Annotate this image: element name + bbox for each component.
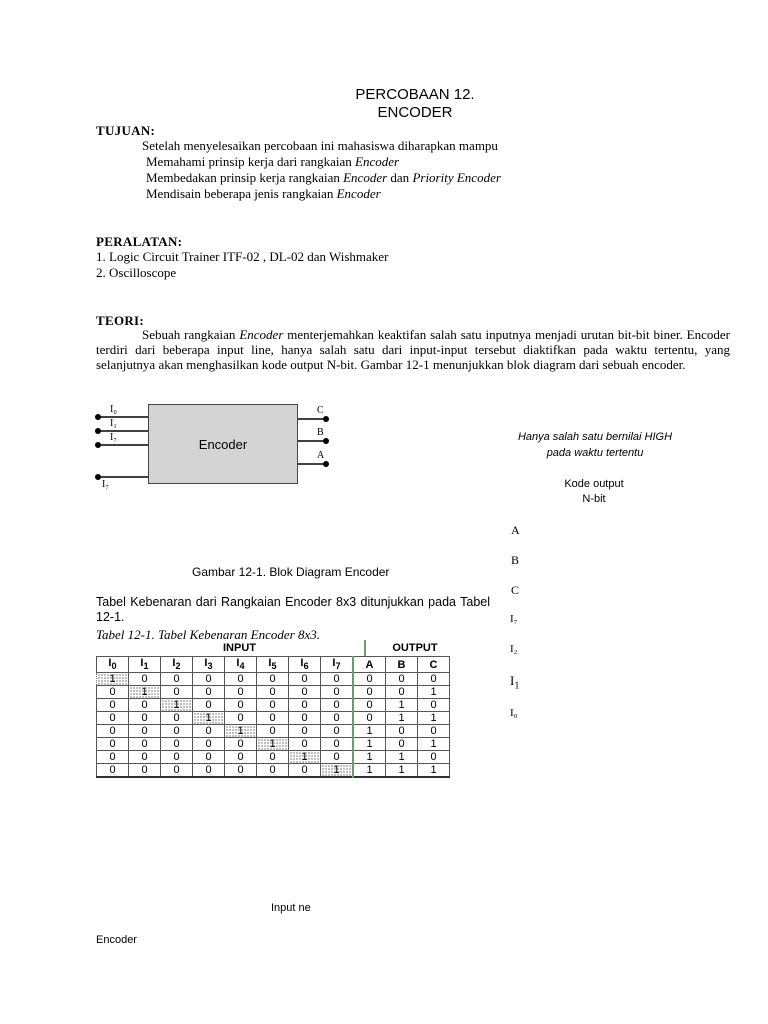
table-cell: 0	[161, 725, 193, 738]
table-cell: 1	[257, 738, 289, 751]
table-cell: 1	[386, 699, 418, 712]
table-cell: 1	[321, 764, 354, 778]
table-cell: 0	[193, 764, 225, 778]
table-cell: 0	[321, 738, 354, 751]
table-cell: 0	[321, 751, 354, 764]
table-cell: 0	[353, 699, 386, 712]
teori-heading: TEORI:	[96, 313, 145, 328]
peralatan-item-1: 1. Logic Circuit Trainer ITF-02 , DL-02 dan Wishmaker	[96, 249, 389, 264]
header-b: B	[386, 657, 418, 673]
input-label-i1: I₁	[110, 418, 117, 429]
table-cell: 0	[97, 686, 129, 699]
table-cell: 0	[129, 751, 161, 764]
table-cell: 1	[418, 764, 450, 778]
table-cell: 1	[386, 751, 418, 764]
header-i6: $I_6$	[289, 657, 321, 673]
table-output-label: OUTPUT	[392, 642, 438, 654]
table-cell: 0	[129, 725, 161, 738]
table-row	[97, 764, 450, 778]
page-title-line2: ENCODER	[377, 104, 453, 121]
side-label-i7: I₇	[510, 613, 518, 625]
table-cell: 0	[418, 673, 450, 686]
table-cell: 0	[321, 699, 354, 712]
input-label-in: I₇	[102, 479, 109, 490]
table-cell: 0	[161, 673, 193, 686]
table-cell: 0	[418, 751, 450, 764]
peralatan-heading: PERALATAN:	[96, 234, 183, 249]
table-cell: 0	[97, 751, 129, 764]
table-cell: 0	[161, 738, 193, 751]
kode-output-line2: N-bit	[582, 493, 606, 505]
table-cell: 1	[418, 686, 450, 699]
table-cell: 0	[289, 725, 321, 738]
table-cell: 0	[193, 725, 225, 738]
table-cell: 0	[257, 673, 289, 686]
tujuan-item-1: Memahami prinsip kerja dari rangkaian Encoder	[146, 154, 400, 169]
table-cell: 0	[386, 725, 418, 738]
side-label-i0: I₀	[510, 707, 518, 719]
table-cell: 0	[289, 673, 321, 686]
header-i4: $I_4$	[225, 657, 257, 673]
table-cell: 0	[257, 725, 289, 738]
header-i5: $I_5$	[257, 657, 289, 673]
table-cell: 0	[225, 751, 257, 764]
table-cell: 0	[353, 686, 386, 699]
table-cell: 0	[418, 725, 450, 738]
table-cell: 0	[161, 686, 193, 699]
tujuan-item-2: Membedakan prinsip kerja rangkaian Encoder dan Priority Encoder	[146, 170, 501, 185]
output-label-b: B	[317, 427, 324, 438]
header-i7: $I_7$	[321, 657, 354, 673]
table-cell: 0	[129, 673, 161, 686]
high-note-line2: pada waktu tertentu	[546, 447, 644, 459]
table-cell: 0	[289, 699, 321, 712]
table-cell: 1	[353, 751, 386, 764]
table-cell: 0	[161, 764, 193, 778]
table-cell: 0	[193, 738, 225, 751]
table-cell: 0	[225, 699, 257, 712]
table-cell: 1	[97, 673, 129, 686]
header-a: A	[353, 657, 386, 673]
table-cell: 0	[161, 751, 193, 764]
kode-output-line1: Kode output	[564, 478, 624, 490]
high-note-line1: Hanya salah satu bernilai HIGH	[517, 431, 673, 443]
output-label-a: A	[317, 450, 325, 461]
tujuan-heading: TUJUAN:	[96, 123, 156, 138]
table-cell: 0	[321, 686, 354, 699]
table-row	[97, 712, 450, 725]
side-label-a: A	[511, 523, 520, 537]
table-cell: 1	[386, 764, 418, 778]
input-ne-label: Input ne	[271, 902, 311, 914]
table-cell: 0	[97, 764, 129, 778]
table-row	[97, 673, 450, 686]
input-label-i0: I₀	[110, 404, 117, 415]
table-cell: 0	[129, 764, 161, 778]
table-cell: 0	[353, 673, 386, 686]
table-cell: 0	[321, 673, 354, 686]
table-cell: 0	[193, 673, 225, 686]
table-cell: 1	[225, 725, 257, 738]
header-i0: $I_0$	[97, 657, 129, 673]
header-i3: $I_3$	[193, 657, 225, 673]
table-cell: 1	[386, 712, 418, 725]
peralatan-item-2: 2. Oscilloscope	[96, 265, 177, 280]
table-cell: 1	[353, 738, 386, 751]
header-i2: $I_2$	[161, 657, 193, 673]
table-cell: 0	[129, 699, 161, 712]
table-row	[97, 699, 450, 712]
table-row	[97, 686, 450, 699]
table-cell: 0	[321, 725, 354, 738]
table-cell: 0	[386, 673, 418, 686]
table-cell: 0	[225, 686, 257, 699]
tujuan-item-3: Mendisain beberapa jenis rangkaian Encoder	[146, 186, 381, 201]
table-caption: Tabel 12-1. Tabel Kebenaran Encoder 8x3.	[96, 627, 320, 642]
table-cell: 1	[353, 764, 386, 778]
table-cell: 0	[386, 738, 418, 751]
table-cell: 0	[321, 712, 354, 725]
table-cell: 0	[97, 712, 129, 725]
side-label-i2: I₂	[510, 643, 518, 655]
table-row	[97, 751, 450, 764]
table-cell: 0	[225, 712, 257, 725]
table-cell: 1	[353, 725, 386, 738]
table-divider-mark	[364, 640, 366, 656]
table-cell: 0	[97, 699, 129, 712]
table-cell: 0	[289, 764, 321, 778]
encoder-box: Encoder	[148, 404, 298, 484]
table-cell: 0	[225, 764, 257, 778]
table-cell: 1	[418, 738, 450, 751]
table-header-row	[97, 657, 450, 673]
table-cell: 1	[193, 712, 225, 725]
table-cell: 0	[129, 712, 161, 725]
truth-table-body	[97, 673, 450, 778]
encoder-footer-label: Encoder	[96, 934, 137, 946]
table-cell: 0	[225, 738, 257, 751]
table-cell: 0	[97, 725, 129, 738]
table-cell: 0	[97, 738, 129, 751]
table-input-label: INPUT	[223, 642, 256, 654]
table-cell: 0	[418, 699, 450, 712]
table-row	[97, 738, 450, 751]
table-cell: 1	[129, 686, 161, 699]
table-cell: 0	[193, 699, 225, 712]
side-label-c: C	[511, 583, 520, 597]
table-cell: 0	[353, 712, 386, 725]
table-intro: Tabel Kebenaran dari Rangkaian Encoder 8x3 ditunjukkan pada Tabel 12-1.	[96, 595, 490, 624]
table-row	[97, 725, 450, 738]
output-label-c: C	[317, 405, 324, 416]
table-cell: 0	[257, 686, 289, 699]
table-cell: 0	[289, 712, 321, 725]
table-cell: 1	[161, 699, 193, 712]
table-cell: 0	[257, 764, 289, 778]
side-label-b: B	[511, 553, 520, 567]
side-label-i1: $I_1$	[510, 673, 520, 692]
table-cell: 0	[161, 712, 193, 725]
page-title-line1: PERCOBAAN 12.	[355, 86, 475, 103]
table-cell: 1	[418, 712, 450, 725]
table-cell: 0	[257, 699, 289, 712]
table-cell: 0	[193, 751, 225, 764]
tujuan-intro: Setelah menyelesaikan percobaan ini mahasiswa diharapkan mampu	[142, 138, 498, 153]
input-label-i2: I₇	[110, 432, 117, 443]
table-cell: 0	[386, 686, 418, 699]
header-c: C	[418, 657, 450, 673]
table-cell: 0	[193, 686, 225, 699]
table-cell: 0	[225, 673, 257, 686]
teori-paragraph: Sebuah rangkaian Encoder menterjemahkan keaktifan salah satu inputnya menjadi urutan bit-bit biner. Encoder terdiri dari beberapa input line, hanya salah satu dari input-input tersebut diaktifkan pada waktu tertentu, yang selanjutnya akan menghasilkan kode output N-bit. Gambar 12-1 menunjukkan blok diagram dari sebuah encoder.	[96, 327, 730, 372]
table-cell: 0	[289, 738, 321, 751]
table-cell: 0	[257, 712, 289, 725]
table-cell: 0	[289, 686, 321, 699]
table-cell: 0	[129, 738, 161, 751]
table-cell: 1	[289, 751, 321, 764]
figure-caption: Gambar 12-1. Blok Diagram Encoder	[192, 565, 390, 579]
table-cell: 0	[257, 751, 289, 764]
header-i1: $I_1$	[129, 657, 161, 673]
truth-table	[96, 656, 450, 778]
